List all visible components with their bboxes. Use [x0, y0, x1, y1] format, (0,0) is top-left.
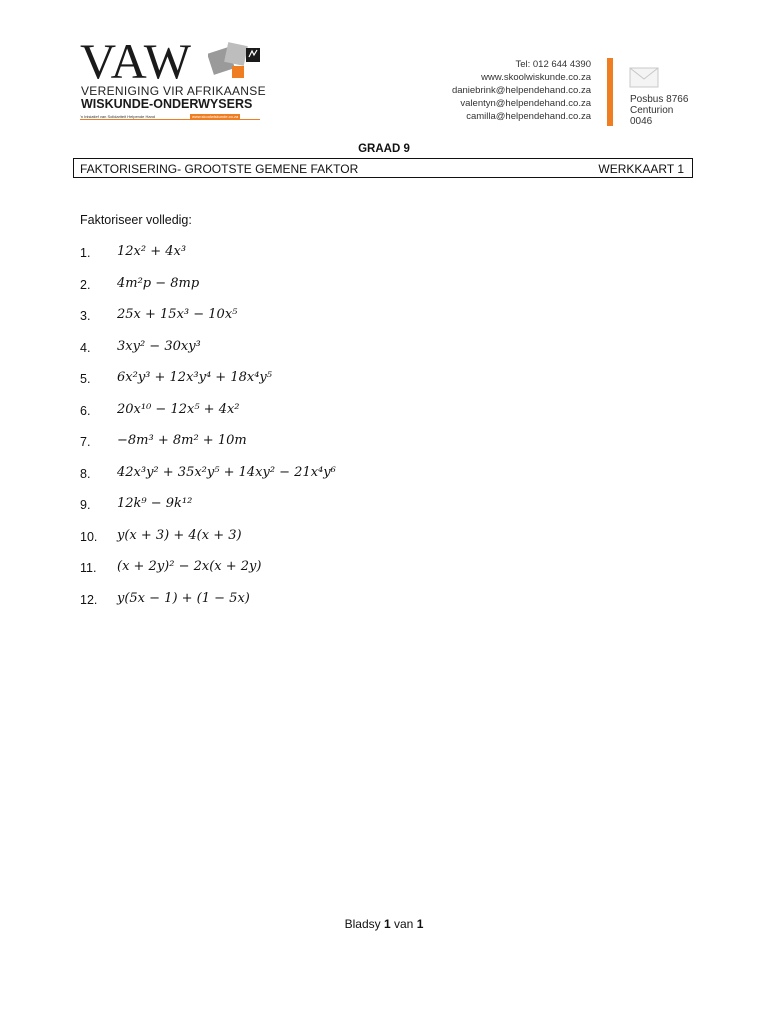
question-number: 12. — [80, 592, 98, 607]
contact-email-2: valentyn@helpendehand.co.za — [460, 98, 591, 109]
question-list — [80, 246, 680, 624]
worksheet-title-box — [73, 158, 693, 178]
question-number: 11. — [80, 561, 97, 575]
question-number: 9. — [80, 498, 91, 512]
question-number: 1. — [80, 246, 91, 260]
question-number: 2. — [80, 277, 91, 292]
question-item — [80, 246, 680, 278]
question-expression: 3xy² − 30xy³ — [117, 338, 201, 354]
question-number: 6. — [80, 403, 91, 418]
question-item — [80, 435, 680, 467]
contact-details — [452, 58, 591, 123]
question-number: 8. — [80, 466, 91, 481]
question-item — [80, 590, 680, 625]
question-expression: 12x² + 4x³ — [117, 244, 187, 259]
logo-footer-text: 'n Inisiatief van Solidariteit Helpende Hand — [80, 114, 158, 119]
question-item — [80, 498, 680, 530]
question-expression: y(x + 3) + 4(x + 3) — [117, 527, 242, 543]
question-expression: (x + 2y)² − 2x(x + 2y) — [117, 559, 262, 574]
page-footer — [0, 917, 768, 931]
grade-heading: GRAAD 9 — [358, 143, 410, 155]
question-item — [80, 338, 680, 373]
question-expression: 20x¹⁰ − 12x⁵ + 4x² — [117, 401, 240, 417]
question-expression: y(5x − 1) + (1 − 5x) — [117, 590, 250, 606]
postal-code: 0046 — [630, 116, 653, 127]
footer-middle: van — [390, 917, 417, 931]
question-number: 3. — [80, 309, 91, 323]
logo-wordmark: VAW — [80, 33, 192, 89]
worksheet-topic: FAKTORISERING- GROOTSTE GEMENE FAKTOR — [80, 162, 359, 176]
letterhead — [0, 0, 768, 140]
logo-line-2: WISKUNDE-ONDERWYSERS — [81, 97, 253, 111]
question-number: 10. — [80, 529, 98, 544]
footer-page-total: 1 — [416, 917, 424, 931]
question-expression: 12k⁹ − 9k¹² — [117, 496, 193, 511]
footer-prefix: Bladsy — [344, 917, 384, 931]
contact-phone: Tel: 012 644 4390 — [515, 59, 591, 70]
question-item — [80, 561, 680, 593]
logo-footer-url: www.skoolwiskunde.co.za — [192, 114, 239, 119]
question-item — [80, 464, 680, 499]
contact-email-3: camilla@helpendehand.co.za — [466, 111, 591, 122]
question-expression: 6x²y³ + 12x³y⁴ + 18x⁴y⁵ — [117, 370, 272, 385]
orange-divider — [607, 58, 613, 126]
logo-footer — [80, 116, 260, 123]
question-item — [80, 309, 680, 341]
postal-city: Centurion — [630, 105, 674, 116]
question-expression: −8m³ + 8m² + 10m — [117, 433, 247, 448]
vaw-logo — [80, 33, 280, 128]
question-item — [80, 275, 680, 310]
question-item — [80, 372, 680, 404]
postal-address — [630, 94, 688, 127]
instruction: Faktoriseer volledig: — [80, 213, 192, 227]
question-expression: 4m²p − 8mp — [117, 275, 200, 291]
question-number: 5. — [80, 372, 91, 386]
question-item — [80, 527, 680, 562]
question-expression: 25x + 15x³ − 10x⁵ — [117, 307, 238, 322]
logo-square-icon — [208, 40, 262, 84]
logo-line-1: VERENIGING VIR AFRIKAANSE — [81, 84, 266, 98]
question-number: 7. — [80, 435, 91, 449]
footer-page-number: 1 — [383, 917, 391, 931]
question-number: 4. — [80, 340, 91, 355]
envelope-icon — [629, 65, 659, 89]
contact-email-1: daniebrink@helpendehand.co.za — [451, 85, 591, 96]
question-item — [80, 401, 680, 436]
postal-box: Posbus 8766 — [630, 94, 689, 105]
question-expression: 42x³y² + 35x²y⁵ + 14xy² − 21x⁴y⁶ — [117, 464, 336, 480]
worksheet-number: WERKKAART 1 — [598, 162, 684, 176]
contact-website: www.skoolwiskunde.co.za — [481, 72, 591, 83]
